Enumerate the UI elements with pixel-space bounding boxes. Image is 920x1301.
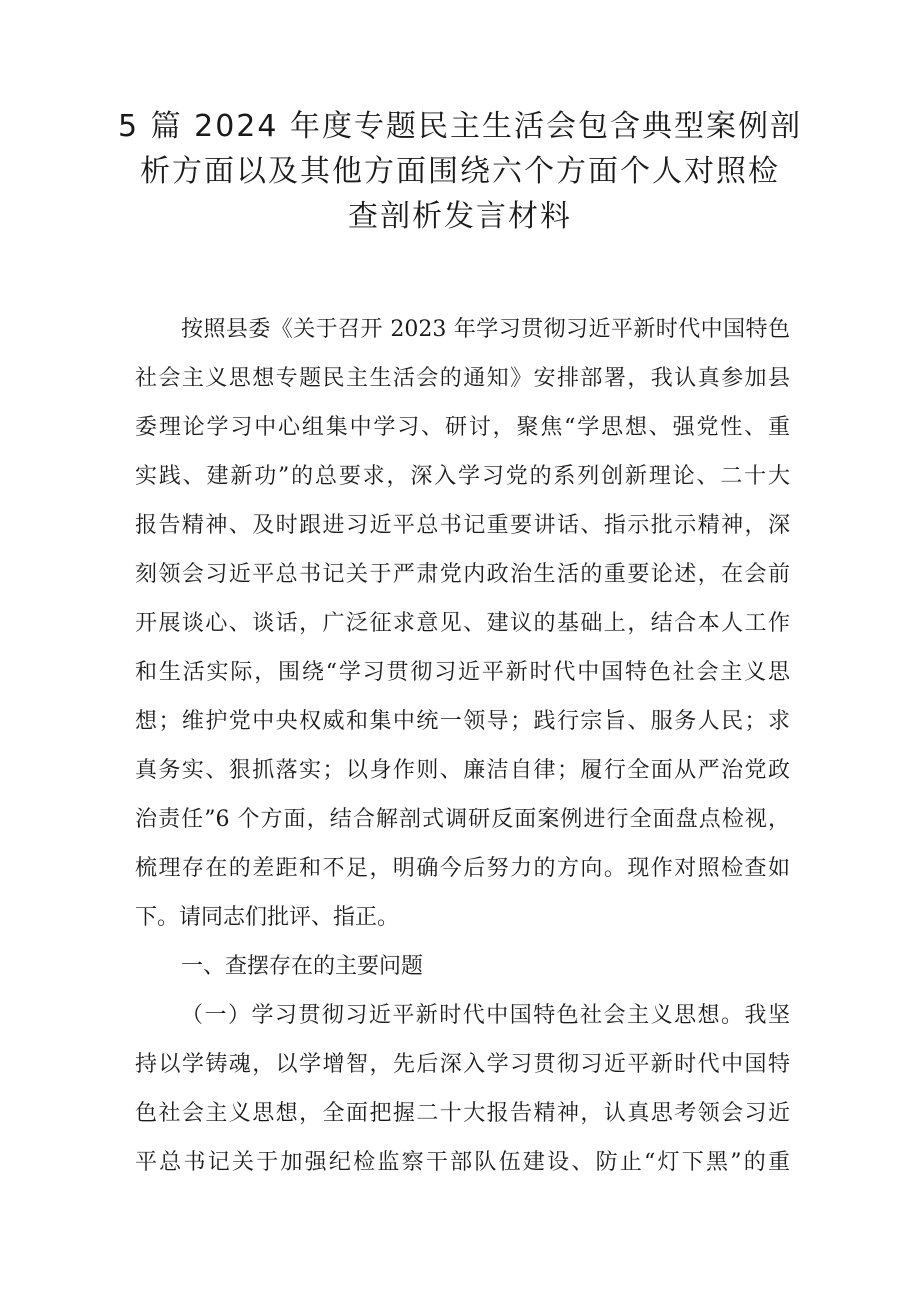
paragraph-line: 报告精神、及时跟进习近平总书记重要讲话、指示批示精神，深 (135, 513, 790, 538)
paragraph-line: 持以学铸魂，以学增智，先后深入学习贯彻习近平新时代中国特 (135, 1052, 790, 1077)
paragraph-line: 平总书记关于加强纪检监察干部队伍建设、防止“灯下黑”的重 (135, 1150, 790, 1175)
paragraph-line: 实践、建新功”的总要求，深入学习党的系列创新理论、二十大 (135, 464, 790, 489)
paragraph-line: 想；维护党中央权威和集中统一领导；践行宗旨、服务人民；求 (135, 709, 790, 734)
paragraph-line: 真务实、狠抓落实；以身作则、廉洁自律；履行全面从严治党政 (135, 758, 790, 783)
title-line: 析方面以及其他方面围绕六个方面个人对照检 (140, 154, 780, 189)
paragraph-line: 委理论学习中心组集中学习、研讨，聚焦“学思想、强党性、重 (135, 415, 790, 440)
section-heading: 一、查摆存在的主要问题 (181, 954, 424, 979)
title-line: 5 篇 2024 年度专题民主生活会包含典型案例剖 (117, 109, 803, 144)
paragraph-line: 治责任”6 个方面，结合解剖式调研反面案例进行全面盘点检视， (135, 807, 790, 832)
paragraph-line: 按照县委《关于召开 2023 年学习贯彻习近平新时代中国特色 (181, 317, 790, 342)
paragraph-line: 刻领会习近平总书记关于严肃党内政治生活的重要论述，在会前 (135, 562, 790, 587)
subsection-paragraph (135, 991, 790, 1187)
document-title (110, 104, 810, 239)
paragraph-line: 下。请同志们批评、指正。 (135, 905, 400, 930)
paragraph-line: （一）学习贯彻习近平新时代中国特色社会主义思想。我坚 (181, 1003, 790, 1028)
paragraph-line: 梳理存在的差距和不足，明确今后努力的方向。现作对照检查如 (135, 856, 790, 881)
paragraph-line: 开展谈心、谈话，广泛征求意见、建议的基础上，结合本人工作 (135, 611, 790, 636)
paragraph-line: 和生活实际，围绕“学习贯彻习近平新时代中国特色社会主义思 (135, 660, 790, 685)
paragraph-line: 社会主义思想专题民主生活会的通知》安排部署，我认真参加县 (135, 366, 790, 391)
intro-paragraph (135, 305, 790, 942)
paragraph-line: 色社会主义思想，全面把握二十大报告精神，认真思考领会习近 (135, 1101, 790, 1126)
title-line: 查剖析发言材料 (348, 199, 572, 234)
document-body (135, 305, 790, 1187)
